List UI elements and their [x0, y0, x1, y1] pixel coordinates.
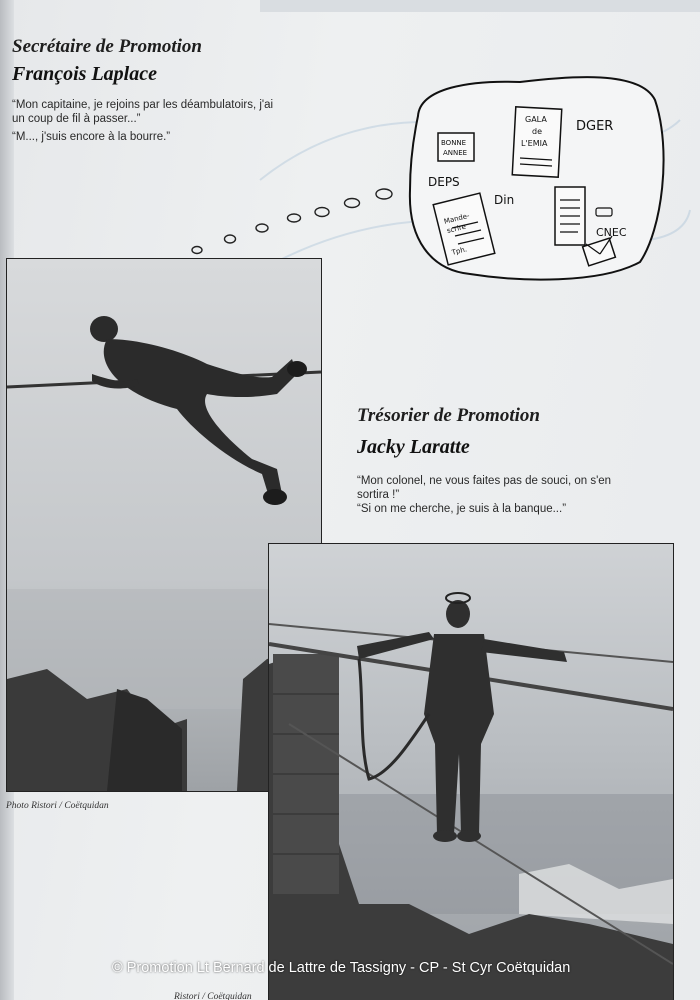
treasurer-quote-line-1b: sortira !” — [357, 489, 400, 501]
secretary-role-title: Secrétaire de Promotion — [12, 36, 202, 57]
bubble1-text-gala: GALA — [525, 115, 547, 124]
bubble1-text-bonne: BONNE — [441, 139, 467, 147]
bubble1-text-scrire: scrire — [446, 222, 467, 236]
secretary-quote-line-1b: un coup de fil à passer...” — [12, 113, 141, 125]
secretary-quote-line-1: “Mon capitaine, je rejoins par les déambulatoirs, j'ai — [12, 99, 274, 111]
treasurer-quote-line-2: “Si on me cherche, je suis à la banque...” — [357, 503, 567, 515]
bubble1-text-mande: Mande- — [443, 211, 471, 226]
bubble1-text-din: Din — [494, 193, 515, 207]
secretary-quote-line-2: “M..., j'suis encore à la bourre.” — [12, 131, 171, 143]
photo-2-caption: Ristori / Coëtquidan — [174, 992, 252, 1000]
bubble1-text-deps: DEPS — [428, 175, 460, 189]
bubble1-text-emia: L'EMIA — [521, 139, 548, 148]
treasurer-quote-line-1: “Mon colonel, ne vous faites pas de souci, on s'en — [357, 475, 612, 487]
bubble1-text-de: de — [532, 127, 542, 136]
bubble1-text-tph: Tph. — [450, 245, 468, 257]
treasurer-role-title: Trésorier de Promotion — [357, 405, 540, 426]
photo-treasurer-on-cable — [268, 543, 674, 1000]
treasurer-name: Jacky Laratte — [357, 436, 470, 458]
photo-2-illustration — [269, 544, 673, 1000]
copyright-watermark: © Promotion Lt Bernard de Lattre de Tassigny - CP - St Cyr Coëtquidan — [112, 960, 571, 976]
secretary-name: François Laplace — [12, 63, 157, 85]
bubble1-text-cnec: CNEC — [596, 226, 627, 239]
bubble1-text-dger: DGER — [576, 119, 614, 134]
bubble1-text-annee: ANNEE — [443, 149, 468, 157]
photo-1-caption: Photo Ristori / Coëtquidan — [6, 801, 109, 811]
